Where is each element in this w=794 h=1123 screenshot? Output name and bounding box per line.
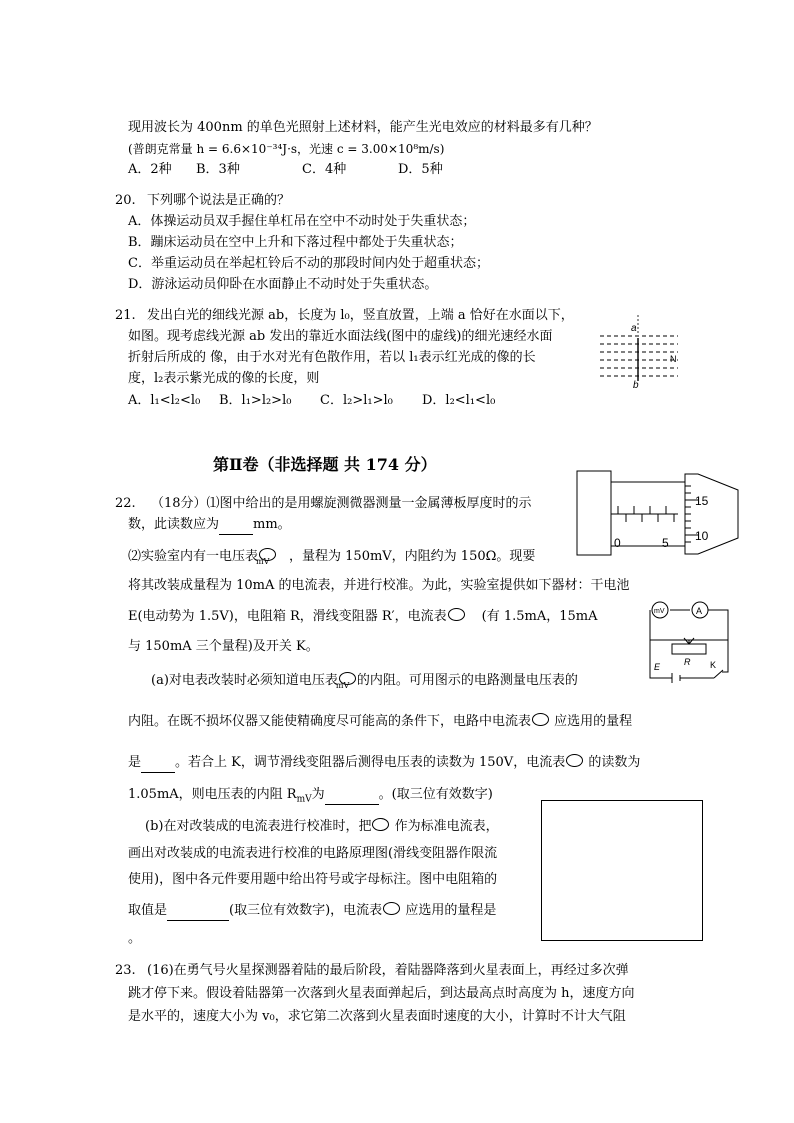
q22-part-a-line-2: 内阻。在既不损坏仪器又能使精确度尽可能高的条件下，电路中电流表 应选用的量程 [128,714,633,729]
q22-part2-line-4: 与 150mA 三个量程)及开关 K。 [128,639,319,654]
circuit-figure [644,600,734,684]
q19-option-a: A．2种 [128,162,172,177]
q21-number: 21. [115,308,136,323]
circuit-a-label: A [696,606,703,616]
q23-number: 23. [115,963,136,978]
q22-part-a-line-4: 1.05mA，则电压表的内阻 $R_{mV}$为 。(取三位有效数字) [128,787,493,805]
q19-option-b: B．3种 [196,162,240,177]
thimble-label-10: 10 [695,529,709,543]
q21-option-b: B．l₁>l₂>l₀ [219,393,292,408]
ammeter-a-icon [383,902,400,915]
q22-part-a-line-3: 是 。若合上 K，调节滑线变阻器后测得电压表的读数为 150V，电流表 的读数为 [128,754,640,773]
section-title: 第Ⅱ卷（非选择题 共 174 分） [213,455,437,474]
q22-number: 22. [115,496,136,511]
q22-part-b-line-1: (b)在对改装成的电流表进行校准时，把 作为标准电流表， [145,819,499,834]
q23-line-1: (16)在勇气号火星探测器着陆的最后阶段，着陆器降落到火星表面上，再经过多次弹 [147,963,629,978]
thimble-label-15: 15 [695,494,709,508]
q22-part-b-line-5: 。 [128,931,142,946]
q22-part2-line-3: E(电动势为 1.5V)，电阻箱 R，滑线变阻器 R′，电流表 (有 1.5mA，15mA [128,609,598,624]
q22-part1-line-1: （18分）⑴图中给出的是用螺旋测微器测量一金属薄板厚度时的示 [151,496,532,511]
circuit-r-label: R [684,657,691,667]
circuit-e-label: E [654,662,661,672]
figure-label-a: a [631,323,637,334]
q21-option-c: C．l₂>l₁>l₀ [320,393,393,408]
q21-option-d: D．l₂<l₁<l₀ [422,393,496,408]
answer-blank-reading[interactable] [219,516,253,535]
water-light-source-figure [598,313,680,388]
q20-stem: 下列哪个说法是正确的？ [147,193,291,208]
q21-line-1: 发出白光的细线光源 ab，长度为 l₀，竖直放置，上端 a 恰好在水面以下， [147,308,574,323]
q22-part-a-line-1: (a)对电表改装时必须知道电压表$_{mV}$ 的内阻。可用图示的电路测量电压表的 [151,673,578,690]
ammeter-a-icon [372,818,389,831]
q22-part-b-line-3: 使用)，图中各元件要用题中给出符号或字母标注。图中电阻箱的 [128,872,498,887]
ammeter-a-icon [532,713,549,726]
q23-line-3: 是水平的，速度大小为 v₀，求它第二次落到火星表面时速度的大小，计算时不计大气阻 [128,1009,626,1024]
q20-option-b: B．蹦床运动员在空中上升和下落过程中都处于失重状态； [128,235,463,250]
q20-option-d: D．游泳运动员仰卧在水面静止不动时处于失重状态。 [128,277,438,292]
circuit-k-label: K [710,660,717,670]
q19-option-d: D．5种 [398,162,443,177]
ammeter-a-icon [448,608,465,621]
sleeve-label-0: 0 [614,536,621,550]
q22-part-b-line-2: 画出对改装成的电流表进行校准的电路原理图(滑线变阻器作限流 [128,846,498,861]
q22-part-b-line-4: 取值是 (取三位有效数字)，电流表 应选用的量程是 [128,902,496,921]
q20-option-c: C．举重运动员在举起杠铃后不动的那段时间内处于超重状态； [128,256,489,271]
circuit-mv-label: mV [654,608,665,615]
q21-line-3: 折射后所成的 像，由于水对光有色散作用，若以 l₁表示红光成的像的长 [128,350,536,365]
q19-stem-line: 现用波长为 400nm 的单色光照射上述材料，能产生光电效应的材料最多有几种？ [128,120,598,135]
figure-label-n: N [670,354,677,364]
circuit-drawing-box[interactable] [541,800,703,941]
ammeter-a-icon [566,754,583,767]
q22-part2-line-2: 将其改装成量程为 10mA 的电流表，并进行校准。为此，实验室提供如下器材：干电池 [128,578,630,593]
q23-line-2: 跳才停下来。假设着陆器第一次落到火星表面弹起后，到达最高点时高度为 h，速度方向 [128,986,635,1001]
micrometer-figure [576,470,740,558]
q20-option-a: A．体操运动员双手握住单杠吊在空中不动时处于失重状态； [128,214,476,229]
voltmeter-mv-icon: mV [339,672,356,685]
answer-blank-range[interactable] [141,754,175,773]
q22-part1-line-2: 数，此读数应为 mm。 [128,516,291,535]
q19-constants-line: (普朗克常量 h = 6.6×10⁻³⁴J·s，光速 c = 3.00×10⁸m/s) [128,142,445,156]
q21-option-a: A．l₁<l₂<l₀ [128,393,201,408]
answer-blank-box-value[interactable] [167,902,229,921]
q21-line-2: 如图。现考虑线光源 ab 发出的靠近水面法线(图中的虚线)的细光速经水面 [128,329,553,344]
figure-label-b: b [633,380,639,388]
q19-option-c: C．4种 [302,162,347,177]
voltmeter-mv-icon: mV [259,548,276,561]
answer-blank-resistance[interactable] [325,786,379,805]
sleeve-label-5: 5 [662,536,669,550]
q20-number: 20. [115,193,136,208]
q22-part2-line-1: ⑵实验室内有一电压表$_{mV}$ ，量程为 150mV，内阻约为 150Ω。现要 [128,549,536,566]
q21-line-4: 度，l₂表示紫光成的像的长度，则 [128,371,320,386]
